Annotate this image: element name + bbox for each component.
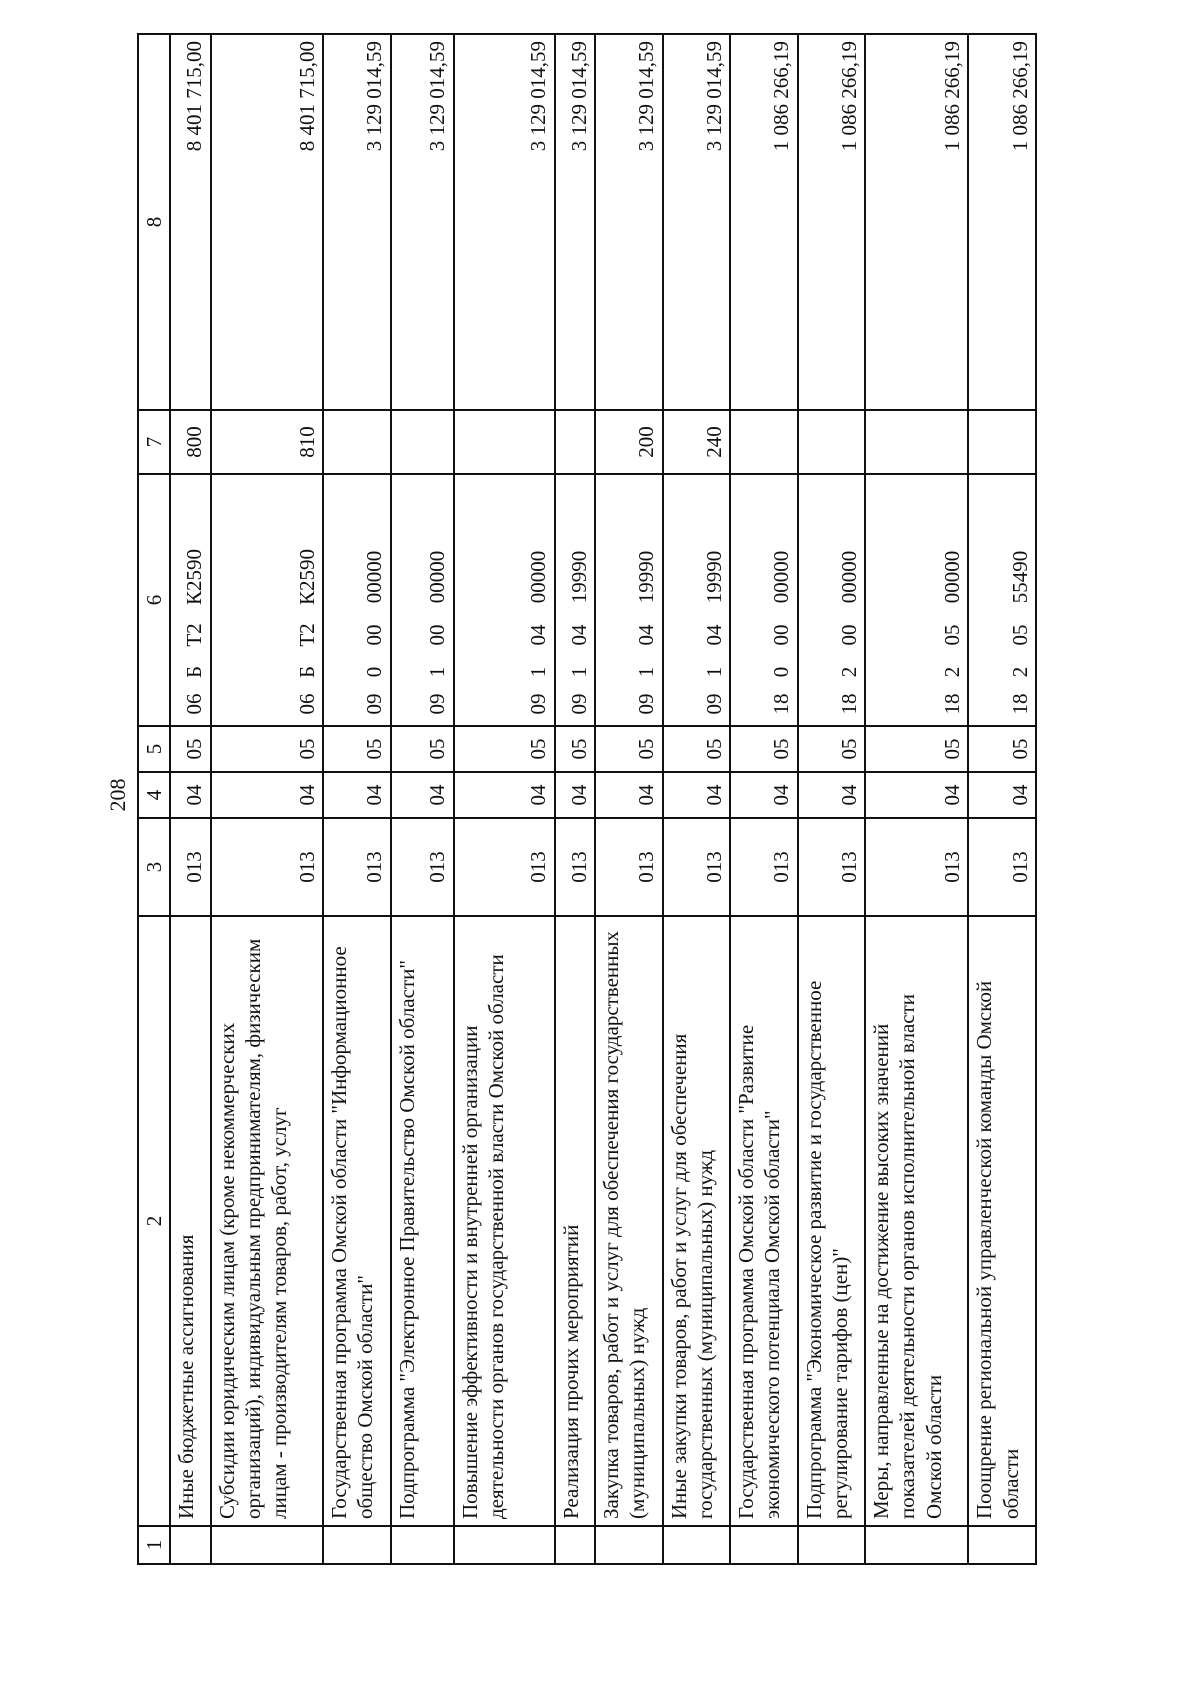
code-part: 18 [836,693,861,715]
table-row [968,34,1036,1564]
amount: 8 401 715,00 [170,34,210,410]
row-name: Государственная программа Омской области "Информационное общество Омской области" [323,916,390,1526]
table-row [211,34,323,1564]
row-name: Подпрограмма "Экономическое развитие и государственное регулирование тарифов (цен)" [798,916,865,1526]
row-number-cell [454,1526,555,1564]
expense-type-code [555,410,595,474]
expense-type-code [323,410,390,474]
target-article-code [595,474,662,726]
code-part: 09 [362,693,387,715]
subsection-code: 05 [968,726,1036,772]
subsection-code: 05 [730,726,797,772]
code-part: 00 [425,624,450,646]
code-part: 00000 [362,550,387,604]
amount: 3 129 014,59 [663,34,730,410]
code-part: К2590 [294,549,319,606]
row-number-cell [968,1526,1036,1564]
target-article-code [663,474,730,726]
code-part: 00 [769,624,794,646]
table-row [323,34,390,1564]
code-part: 18 [1007,693,1032,715]
code-part: К2590 [182,549,207,606]
row-number-cell [730,1526,797,1564]
row-number-cell [323,1526,390,1564]
row-name: Закупка товаров, работ и услуг для обеспечения государственных (муниципальных) нужд [595,916,662,1526]
table-row [454,34,555,1564]
code-part: Б [182,665,207,679]
code-part: 19990 [634,550,659,604]
expense-type-code [730,410,797,474]
budget-table [137,33,1037,1565]
header-col-8: 8 [138,34,170,410]
row-name: Меры, направленные на достижение высоких значений показателей деятельности органов исполнительной власти Омской области [865,916,968,1526]
header-row [138,34,170,1564]
section-code: 04 [865,772,968,818]
row-name: Реализация прочих мероприятий [555,916,595,1526]
code-part: 55490 [1007,550,1032,604]
section-code: 04 [968,772,1036,818]
section-code: 04 [170,772,210,818]
ministry-code: 013 [798,818,865,916]
subsection-code: 05 [555,726,595,772]
amount: 3 129 014,59 [454,34,555,410]
code-part: 18 [940,693,965,715]
code-part: Т2 [182,623,207,647]
code-part: 0 [362,666,387,678]
code-part: 19990 [701,550,726,604]
table-row [865,34,968,1564]
row-name: Повышение эффективности и внутренней организации деятельности органов государственной власти Омской области [454,916,555,1526]
table-row [391,34,454,1564]
ministry-code: 013 [454,818,555,916]
code-part: 1 [425,666,450,678]
table-row [730,34,797,1564]
ministry-code: 013 [595,818,662,916]
section-code: 04 [798,772,865,818]
amount: 8 401 715,00 [211,34,323,410]
code-part: 09 [566,693,591,715]
section-code: 04 [454,772,555,818]
header-col-4: 4 [138,772,170,818]
row-name: Поощрение региональной управленческой команды Омской области [968,916,1036,1526]
amount: 3 129 014,59 [391,34,454,410]
table-row [170,34,210,1564]
expense-type-code [865,410,968,474]
code-part: 0 [769,666,794,678]
row-number-cell [595,1526,662,1564]
ministry-code: 013 [555,818,595,916]
section-code: 04 [211,772,323,818]
amount: 3 129 014,59 [323,34,390,410]
code-part: 05 [940,624,965,646]
target-article-code [730,474,797,726]
row-number-cell [798,1526,865,1564]
row-number-cell [211,1526,323,1564]
target-article-code [170,474,210,726]
header-col-3: 3 [138,818,170,916]
code-part: 09 [634,693,659,715]
row-name: Иные бюджетные ассигнования [170,916,210,1526]
target-article-code [391,474,454,726]
subsection-code: 05 [798,726,865,772]
code-part: 06 [182,693,207,715]
row-name: Иные закупки товаров, работ и услуг для обеспечения государственных (муниципальных) нужд [663,916,730,1526]
budget-table-wrapper [137,35,1037,1565]
target-article-code [555,474,595,726]
section-code: 04 [391,772,454,818]
table-row [555,34,595,1564]
code-part: Т2 [294,623,319,647]
code-part: 00000 [769,550,794,604]
header-col-6: 6 [138,474,170,726]
expense-type-code: 240 [663,410,730,474]
code-part: 09 [526,693,551,715]
expense-type-code: 810 [211,410,323,474]
row-name: Субсидии юридическим лицам (кроме некоммерческих организаций), индивидуальным предпринимателям, физическим лицам - производителям товаров, работ, услуг [211,916,323,1526]
subsection-code: 05 [391,726,454,772]
subsection-code: 05 [454,726,555,772]
subsection-code: 05 [323,726,390,772]
code-part: 2 [1007,666,1032,678]
amount: 1 086 266,19 [730,34,797,410]
ministry-code: 013 [968,818,1036,916]
subsection-code: 05 [170,726,210,772]
ministry-code: 013 [865,818,968,916]
code-part: 09 [425,693,450,715]
subsection-code: 05 [663,726,730,772]
target-article-code [211,474,323,726]
subsection-code: 05 [211,726,323,772]
ministry-code: 013 [663,818,730,916]
code-part: 2 [940,666,965,678]
target-article-code [968,474,1036,726]
code-part: 00 [836,624,861,646]
ministry-code: 013 [211,818,323,916]
subsection-code: 05 [865,726,968,772]
row-number-cell [555,1526,595,1564]
header-col-1: 1 [138,1526,170,1564]
expense-type-code: 800 [170,410,210,474]
code-part: 19990 [566,550,591,604]
ministry-code: 013 [323,818,390,916]
expense-type-code [391,410,454,474]
table-row [595,34,662,1564]
code-part: 09 [701,693,726,715]
amount: 3 129 014,59 [595,34,662,410]
code-part: 00000 [836,550,861,604]
expense-type-code [798,410,865,474]
code-part: 1 [701,666,726,678]
code-part: 1 [634,666,659,678]
code-part: 18 [769,693,794,715]
ministry-code: 013 [730,818,797,916]
section-code: 04 [323,772,390,818]
header-col-5: 5 [138,726,170,772]
amount: 1 086 266,19 [865,34,968,410]
amount: 1 086 266,19 [968,34,1036,410]
table-row [798,34,865,1564]
section-code: 04 [595,772,662,818]
row-number-cell [865,1526,968,1564]
expense-type-code [454,410,555,474]
target-article-code [865,474,968,726]
code-part: 06 [294,693,319,715]
target-article-code [454,474,555,726]
row-number-cell [391,1526,454,1564]
code-part: 00000 [526,550,551,604]
code-part: 04 [701,624,726,646]
row-name: Подпрограмма "Электронное Правительство Омской области" [391,916,454,1526]
code-part: 04 [526,624,551,646]
ministry-code: 013 [170,818,210,916]
header-col-7: 7 [138,410,170,474]
amount: 3 129 014,59 [555,34,595,410]
code-part: 00 [362,624,387,646]
expense-type-code: 200 [595,410,662,474]
code-part: 00000 [940,550,965,604]
row-name: Государственная программа Омской области "Развитие экономического потенциала Омской области" [730,916,797,1526]
code-part: 00000 [425,550,450,604]
amount: 1 086 266,19 [798,34,865,410]
code-part: 1 [566,666,591,678]
code-part: Б [294,665,319,679]
expense-type-code [968,410,1036,474]
code-part: 05 [1007,624,1032,646]
code-part: 2 [836,666,861,678]
page-number: 208 [105,778,130,812]
ministry-code: 013 [391,818,454,916]
table-row [663,34,730,1564]
row-number-cell [170,1526,210,1564]
code-part: 04 [566,624,591,646]
code-part: 04 [634,624,659,646]
section-code: 04 [730,772,797,818]
section-code: 04 [663,772,730,818]
row-number-cell [663,1526,730,1564]
target-article-code [798,474,865,726]
code-part: 1 [526,666,551,678]
section-code: 04 [555,772,595,818]
subsection-code: 05 [595,726,662,772]
header-col-2: 2 [138,916,170,1526]
target-article-code [323,474,390,726]
